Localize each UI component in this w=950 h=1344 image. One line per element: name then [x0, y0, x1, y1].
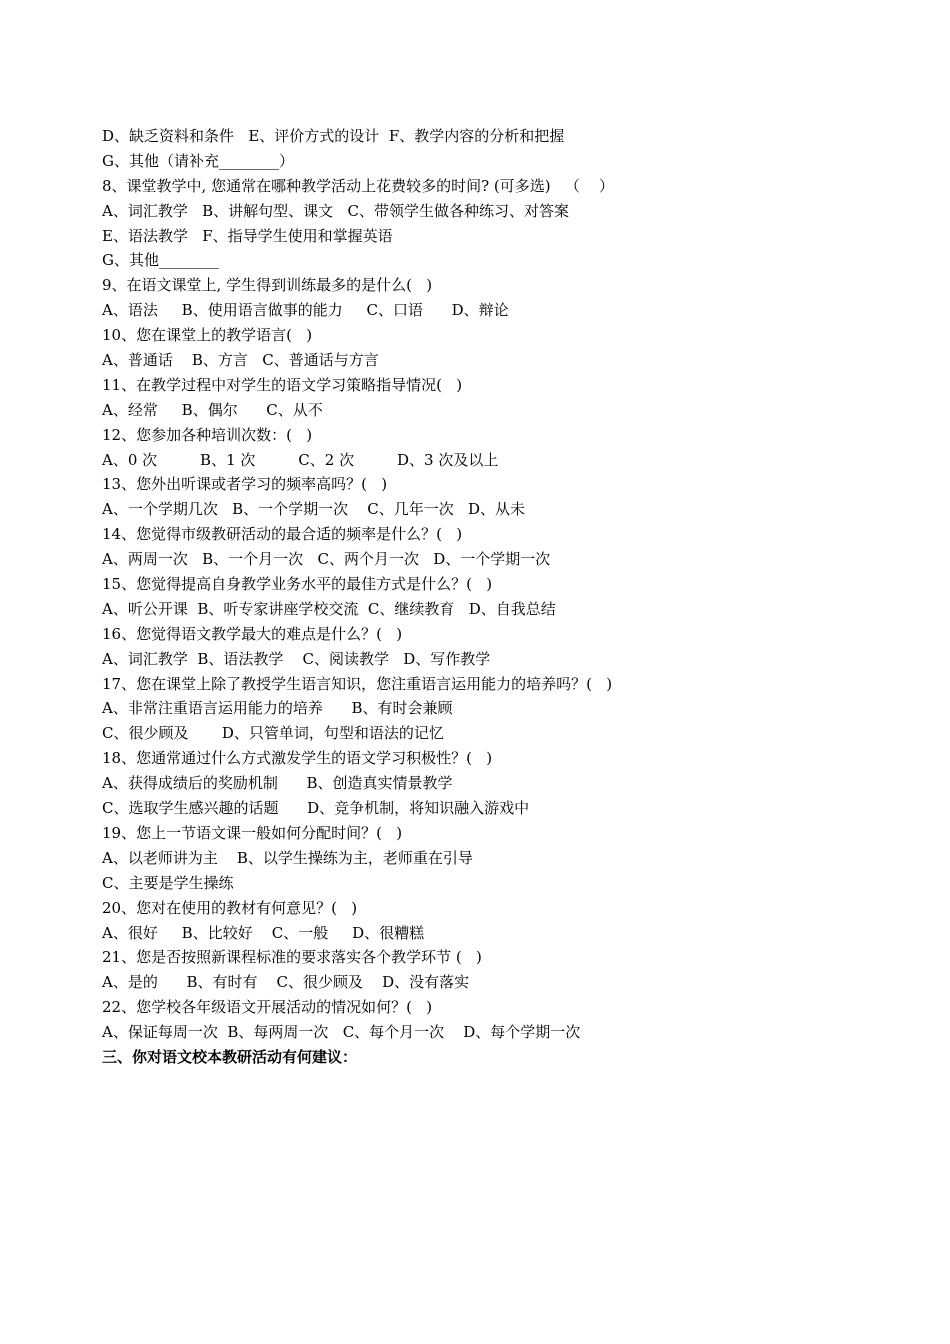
question-12-options: A、0 次 B、1 次 C、2 次 D、3 次及以上 — [102, 450, 499, 469]
question-15-options: A、听公开课 B、听专家讲座学校交流 C、继续教育 D、自我总结 — [102, 599, 556, 618]
question-22-options: A、保证每周一次 B、每两周一次 C、每个月一次 D、每个学期一次 — [102, 1023, 581, 1042]
question-22: 22、您学校各年级语文开展活动的情况如何？( ) — [102, 998, 433, 1017]
question-19-options-1: A、以老师讲为主 B、以学生操练为主，老师重在引导 — [102, 848, 473, 867]
question-10-options: A、普通话 B、方言 C、普通话与方言 — [102, 351, 379, 370]
question-19: 19、您上一节语文课一般如何分配时间？( ) — [102, 823, 403, 842]
question-11-options: A、经常 B、偶尔 C、从不 — [102, 400, 323, 419]
question-9: 9、在语文课堂上, 学生得到训练最多的是什么( ) — [102, 276, 433, 295]
question-8: 8、课堂教学中, 您通常在哪种教学活动上花费较多的时间? (可多选) （ ） — [102, 176, 614, 195]
question-11: 11、在教学过程中对学生的语文学习策略指导情况( ) — [102, 375, 463, 394]
question-9-options: A、语法 B、使用语言做事的能力 C、口语 D、辩论 — [102, 301, 509, 320]
question-16: 16、您觉得语文教学最大的难点是什么？( ) — [102, 624, 403, 643]
question-20-options: A、很好 B、比较好 C、一般 D、很糟糕 — [102, 923, 425, 942]
question-14-options: A、两周一次 B、一个月一次 C、两个月一次 D、一个学期一次 — [102, 550, 551, 569]
question-18: 18、您通常通过什么方式激发学生的语文学习积极性？( ) — [102, 749, 493, 768]
question-16-options: A、词汇教学 B、语法教学 C、阅读教学 D、写作教学 — [102, 649, 491, 668]
text-line-1: D、缺乏资料和条件 E、评价方式的设计 F、教学内容的分析和把握 — [102, 127, 565, 145]
question-10: 10、您在课堂上的教学语言( ) — [102, 326, 313, 345]
question-13: 13、您外出听课或者学习的频率高吗？( ) — [102, 475, 388, 494]
question-17-options-1: A、非常注重语言运用能力的培养 B、有时会兼顾 — [102, 699, 453, 718]
question-18-options-2: C、选取学生感兴趣的话题 D、竞争机制，将知识融入游戏中 — [102, 799, 530, 818]
question-21: 21、您是否按照新课程标准的要求落实各个教学环节 ( ) — [102, 948, 482, 967]
question-19-options-2: C、主要是学生操练 — [102, 873, 234, 892]
document-body — [102, 124, 902, 1070]
question-8-options-3: G、其他________ — [102, 251, 219, 270]
section-heading: 三、你对语文校本教研活动有何建议： — [102, 1047, 358, 1066]
question-8-options-2: E、语法教学 F、指导学生使用和掌握英语 — [102, 226, 393, 245]
question-20: 20、您对在使用的教材有何意见？( ) — [102, 898, 358, 917]
question-18-options-1: A、获得成绩后的奖励机制 B、创造真实情景教学 — [102, 774, 453, 793]
question-17: 17、您在课堂上除了教授学生语言知识，您注重语言运用能力的培养吗？( ) — [102, 674, 613, 693]
text-line-2: G、其他（请补充________） — [102, 151, 294, 170]
question-14: 14、您觉得市级教研活动的最合适的频率是什么？( ) — [102, 525, 463, 544]
question-12: 12、您参加各种培训次数：( ) — [102, 425, 313, 444]
question-8-options-1: A、词汇教学 B、讲解句型、课文 C、带领学生做各种练习、对答案 — [102, 201, 569, 220]
question-13-options: A、一个学期几次 B、一个学期一次 C、几年一次 D、从未 — [102, 500, 526, 519]
question-17-options-2: C、很少顾及 D、只管单词，句型和语法的记忆 — [102, 724, 444, 743]
question-21-options: A、是的 B、有时有 C、很少顾及 D、没有落实 — [102, 973, 470, 992]
question-15: 15、您觉得提高自身教学业务水平的最佳方式是什么？( ) — [102, 575, 493, 594]
